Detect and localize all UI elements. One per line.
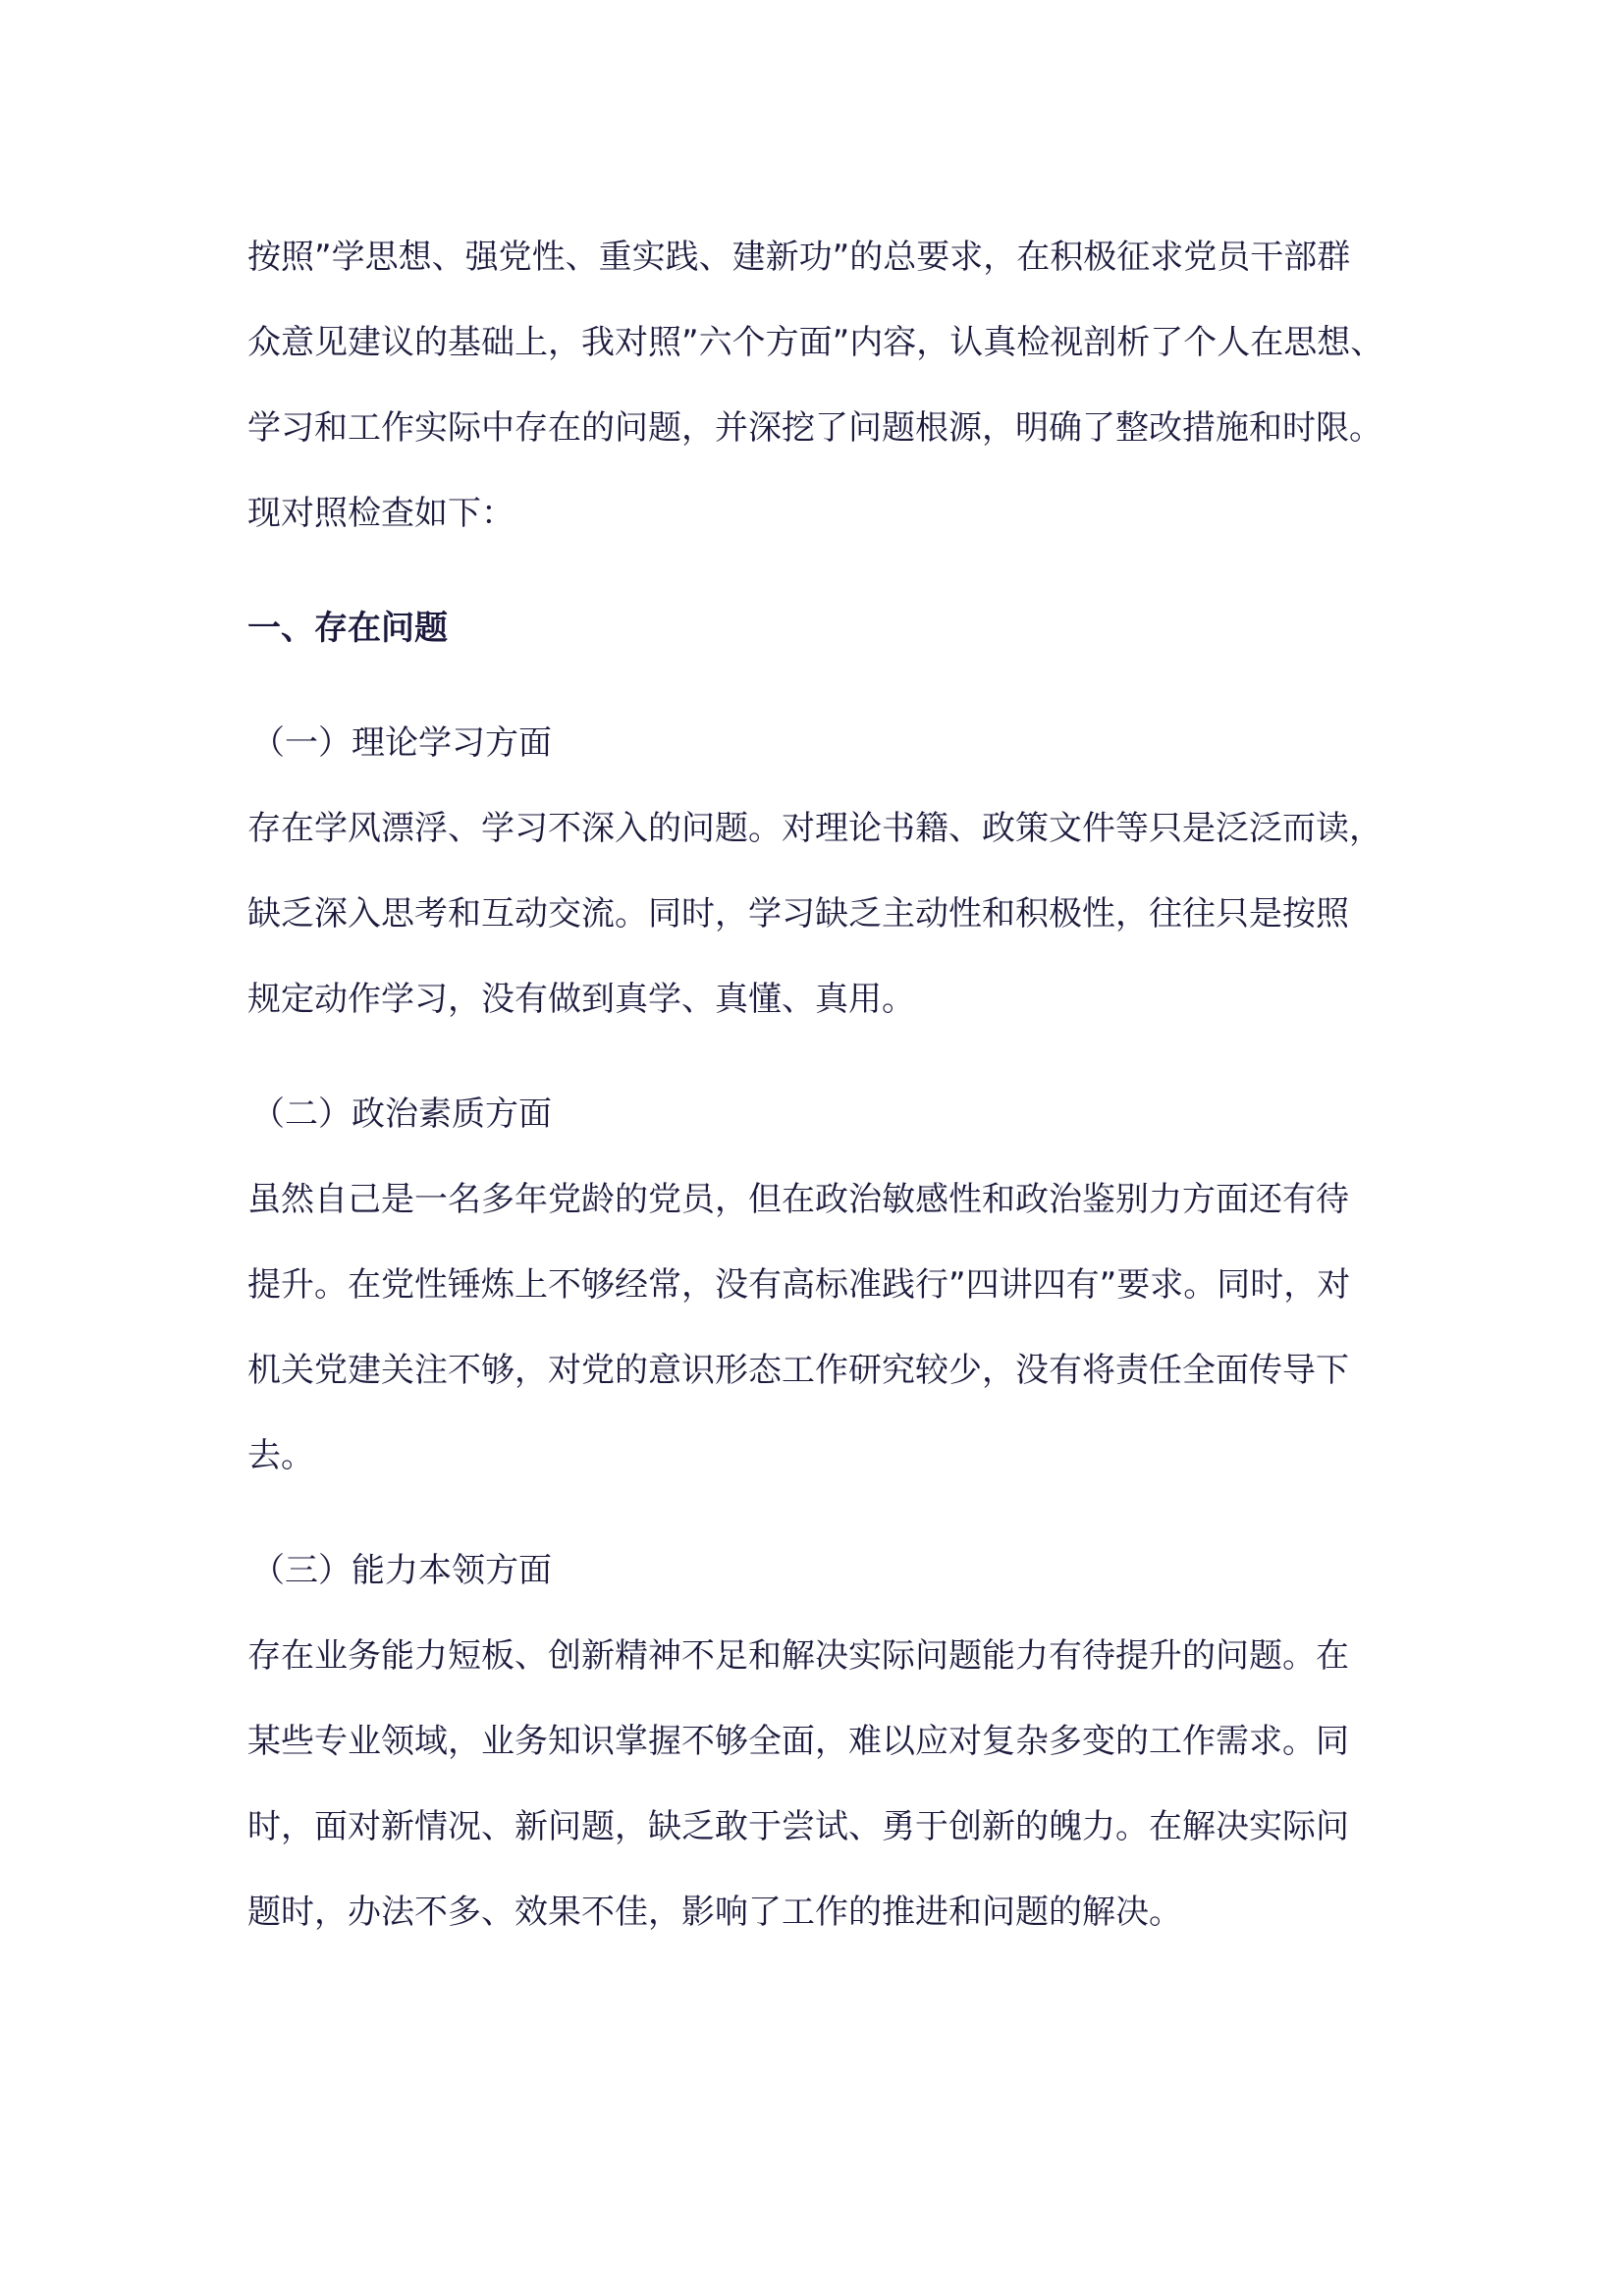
intro-paragraph: [247, 215, 1426, 557]
text-line: 去。: [247, 1436, 314, 1475]
text-line: 机关党建关注不够，对党的意识形态工作研究较少，没有将责任全面传导下: [247, 1351, 1349, 1390]
paragraph-ability: [247, 1614, 1426, 1955]
text-line: 存在学风漂浮、学习不深入的问题。对理论书籍、政策文件等只是泛泛而读，: [247, 809, 1382, 848]
text-line: 存在业务能力短板、创新精神不足和解决实际问题能力有待提升的问题。在: [247, 1636, 1349, 1676]
text-line: 提升。在党性锤炼上不够经常，没有高标准践行”四讲四有”要求。同时，对: [247, 1265, 1351, 1305]
text-line: 学习和工作实际中存在的问题，并深挖了问题根源，明确了整改措施和时限。: [247, 408, 1382, 448]
text-line: 众意见建议的基础上，我对照”六个方面”内容，认真检视剖析了个人在思想、: [247, 323, 1384, 362]
text-line: 缺乏深入思考和互动交流。同时，学习缺乏主动性和积极性，往往只是按照: [247, 894, 1349, 934]
subsection-title-ability: （三）能力本领方面: [251, 1551, 552, 1590]
text-line: 题时，办法不多、效果不佳，影响了工作的推进和问题的解决。: [247, 1893, 1182, 1932]
section-heading: 一、存在问题: [247, 609, 448, 648]
paragraph-theory: [247, 786, 1426, 1042]
text-line: 虽然自己是一名多年党龄的党员，但在政治敏感性和政治鉴别力方面还有待: [247, 1180, 1349, 1219]
text-line: 规定动作学习，没有做到真学、真懂、真用。: [247, 980, 915, 1019]
text-line: 按照”学思想、强党性、重实践、建新功”的总要求，在积极征求党员干部群: [247, 238, 1351, 277]
paragraph-political: [247, 1157, 1426, 1499]
subsection-title-political: （二）政治素质方面: [251, 1095, 552, 1134]
text-line: 时，面对新情况、新问题，缺乏敢于尝试、勇于创新的魄力。在解决实际问: [247, 1807, 1349, 1846]
subsection-title-theory: （一）理论学习方面: [251, 723, 552, 763]
text-line: 现对照检查如下：: [247, 494, 514, 533]
text-line: 某些专业领域，业务知识掌握不够全面，难以应对复杂多变的工作需求。同: [247, 1722, 1349, 1761]
